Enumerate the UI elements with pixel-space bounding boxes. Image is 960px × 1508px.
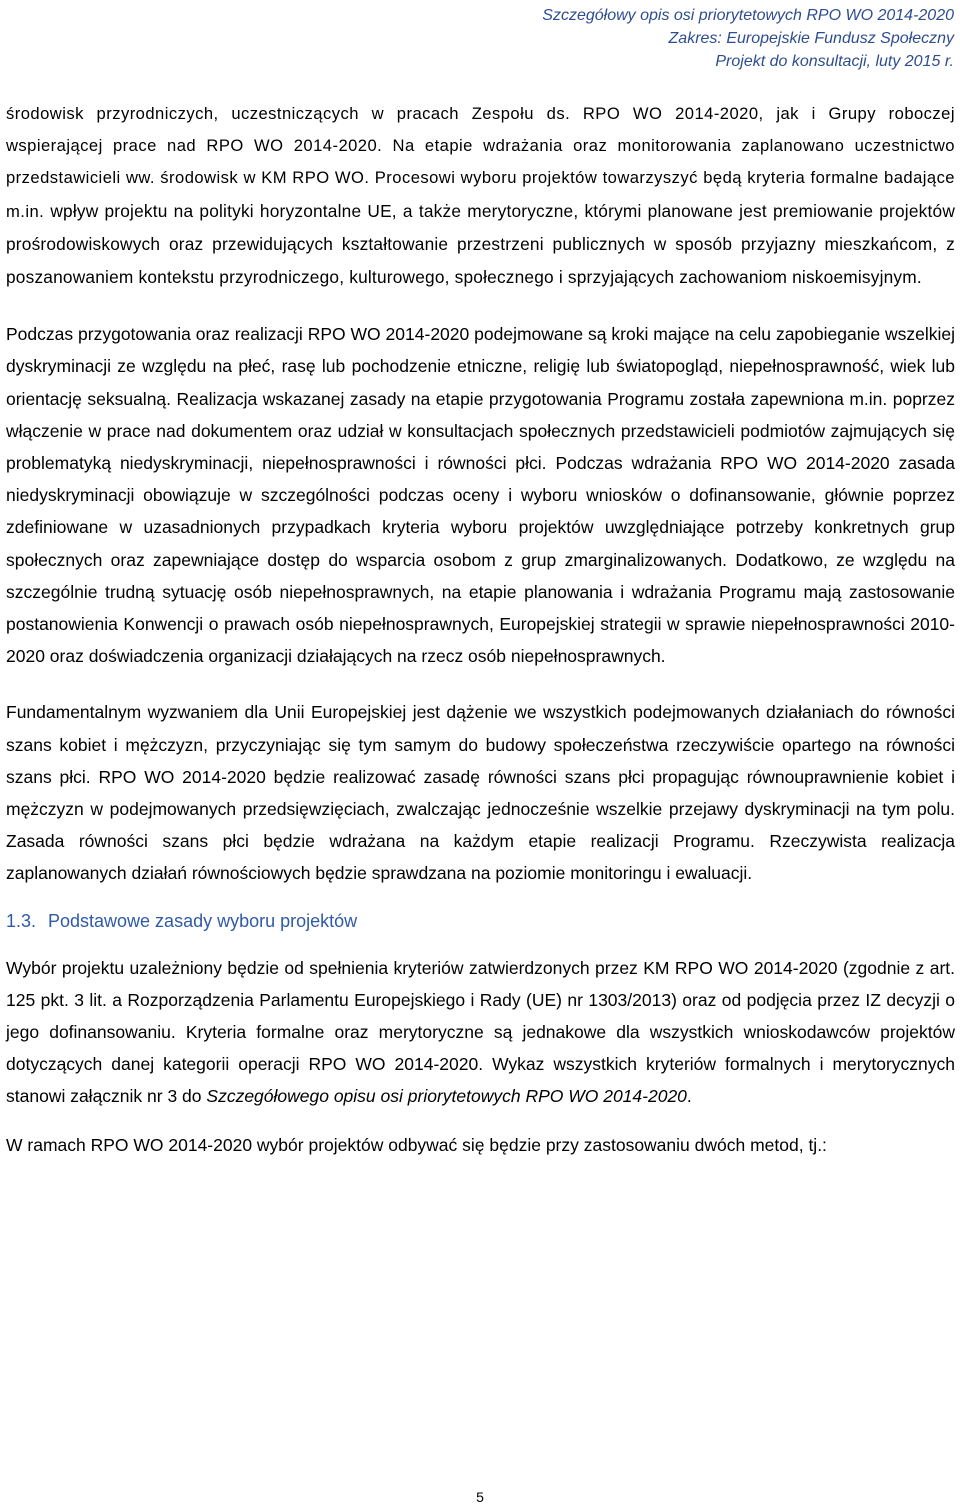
running-header xyxy=(542,4,954,73)
paragraph-selection-methods: W ramach RPO WO 2014-2020 wybór projektów odbywać się będzie przy zastosowaniu dwóch metod, tj.: xyxy=(6,1134,827,1155)
paragraph-environment xyxy=(6,98,955,294)
header-scope: Zakres: Europejskie Fundusz Społeczny xyxy=(668,30,954,47)
document-reference-italic: Szczegółowego opisu osi priorytetowych RPO WO 2014-2020 xyxy=(206,1086,687,1107)
header-document-title: Szczegółowy opis osi priorytetowych RPO WO 2014-2020 xyxy=(542,7,954,24)
paragraph-project-selection xyxy=(6,952,955,1113)
paragraph-project-selection-end: . xyxy=(686,1086,692,1107)
paragraph-project-selection-text: Wybór projektu uzależniony będzie od spełnienia kryteriów zatwierdzonych przez KM RPO WO 2014-2020 (zgodnie z art. 125 pkt. 3 lit. a Rozporządzenia Parlamentu Europejskiego i Rady (UE) nr 1303/2013) oraz od podjęcia przez IZ decyzji o jego dofinansowaniu. Kryteria formalne oraz merytoryczne są jednakowe dla wszystkich wnioskodawców projektów dotyczących danej kategorii operacji RPO WO 2014-2020. Wykaz wszystkich kryteriów formalnych i merytorycznych stanowi załącznik nr 3 do xyxy=(6,957,955,1107)
paragraph-nondiscrimination: Podczas przygotowania oraz realizacji RPO WO 2014-2020 podejmowane są kroki mające na celu zapobieganie wszelkiej dyskryminacji ze względu na płeć, rasę lub pochodzenie etniczne, religię lub światopogląd, niepełnosprawność, wiek lub orientację seksualną. Realizacja wskazanej zasady na etapie przygotowania Programu została zapewniona m.in. poprzez włączenie w prace nad dokumentem oraz udział w konsultacjach społecznych przedstawicieli podmiotów zajmujących się problematyką niedyskryminacji, niepełnosprawności i równości płci. Podczas wdrażania RPO WO 2014-2020 zasada niedyskryminacji obowiązuje w szczególności podczas oceny i wyboru wniosków o dofinansowanie, głównie poprzez zdefiniowane w uzasadnionych przypadkach kryteria wyboru projektów uwzględniające potrzeby konkretnych grup społecznych oraz zapewniające dostęp do wsparcia osobom z grup zmarginalizowanych. Dodatkowo, ze względu na szczególnie trudną sytuację osób niepełnosprawnych, na etapie planowania i wdrażania Programu mają zastosowanie postanowienia Konwencji o prawach osób niepełnosprawnych, Europejskiej strategii w sprawie niepełnosprawności 2010-2020 oraz doświadczenia organizacji działających na rzecz osób niepełnosprawnych. xyxy=(6,324,955,667)
paragraph-environment-part2: wpływ projektu na polityki horyzontalne UE, a także merytoryczne, którymi planowane jest premiowanie projektów prośrodowiskowych oraz przewidujących kształtowanie przestrzeni publicznych w sposób przyjazny mieszkańcom, z poszanowaniem kontekstu przyrodniczego, kulturowego, społecznego i sprzyjających zachowaniom niskoemisyjnym. xyxy=(6,200,955,288)
section-number: 1.3. xyxy=(6,910,37,931)
paragraph-gender-equality: Fundamentalnym wyzwaniem dla Unii Europejskiej jest dążenie we wszystkich podejmowanych działaniach do równości szans kobiet i mężczyzn, przyczyniając się tym samym do budowy społeczeństwa rzeczywiście opartego na równości szans płci. RPO WO 2014-2020 będzie realizować zasadę równości szans płci propagując równouprawnienie kobiet i mężczyzn w podejmowanych przedsięwzięciach, zwalczając jednocześnie wszelkie przejawy dyskryminacji na tym polu. Zasada równości szans płci będzie wdrażana na każdym etapie realizacji Programu. Rzeczywista realizacja zaplanowanych działań równościowych będzie sprawdzana na poziomie monitoringu i ewaluacji. xyxy=(6,702,955,884)
section-heading xyxy=(6,906,955,936)
page-number: 5 xyxy=(476,1489,484,1505)
page-content xyxy=(6,98,955,1161)
paragraph-environment-part1: środowisk przyrodniczych, uczestniczących w pracach Zespołu ds. RPO WO 2014-2020, jak i Grupy roboczej wspierającej prace nad RPO WO 2014-2020. Na etapie wdrażania oraz monitorowania zaplanowano uczestnictwo przedstawicieli ww. środowisk w KM RPO WO. Procesowi wyboru projektów towarzyszyć będą kryteria formalne badające m.in. xyxy=(6,104,955,221)
section-title: Podstawowe zasady wyboru projektów xyxy=(48,910,358,931)
header-status: Projekt do konsultacji, luty 2015 r. xyxy=(715,53,954,70)
